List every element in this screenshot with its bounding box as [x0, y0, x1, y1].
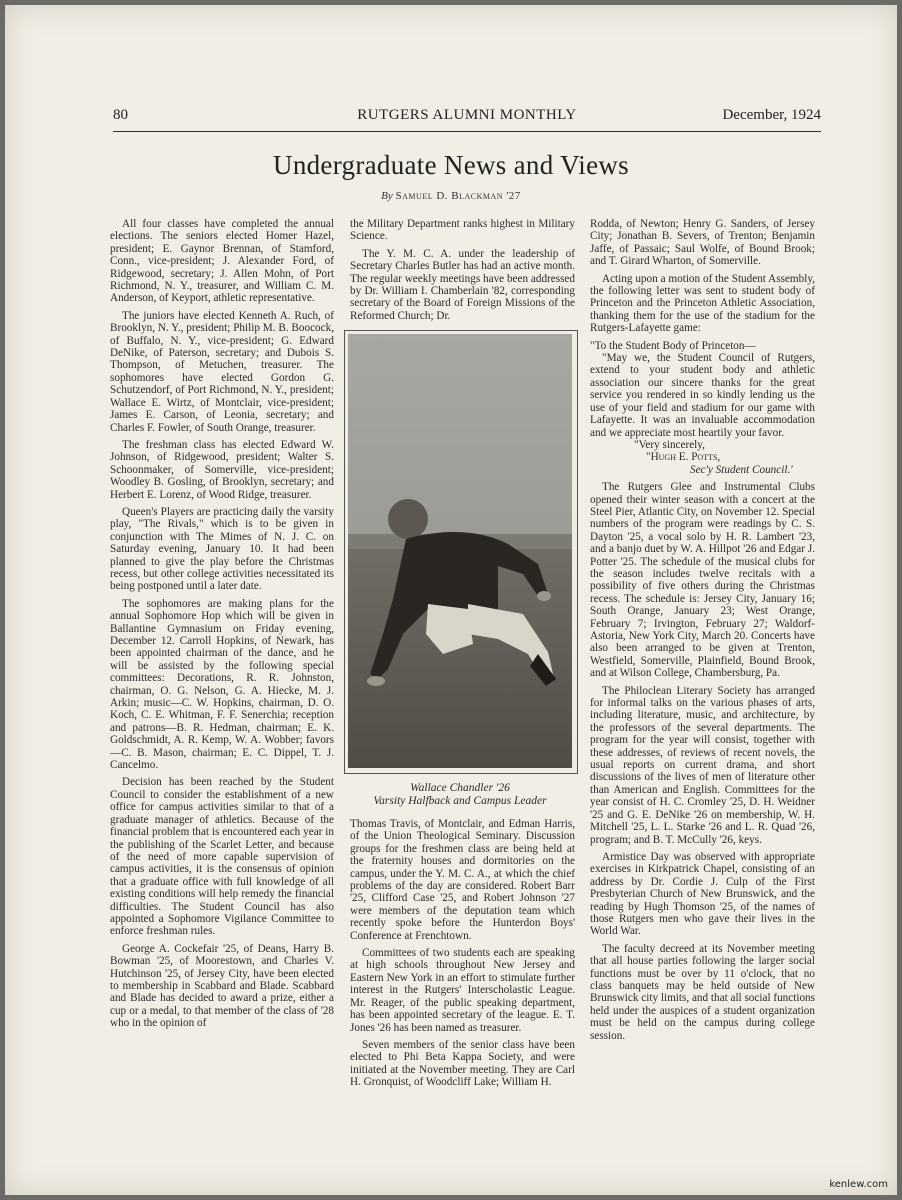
- photo-caption: [344, 782, 576, 808]
- paragraph: Armistice Day was observed with appropriate exercises in Kirkpatrick Chapel, consisting of an address by Dr. Cordie J. Culp of the First Presbyterian Church of New Brunswick, and the reading by Hugh Thomson '25, of the names of those Rutgers men who gave their lives in the World War.: [590, 850, 815, 938]
- publication-title: RUTGERS ALUMNI MONTHLY: [357, 107, 577, 123]
- paragraph: Acting upon a motion of the Student Assembly, the following letter was sent to student body of Princeton and the Princeton Athletic Association, thanking them for the use of the stadium for the Rutgers-Lafayette game:: [590, 272, 815, 335]
- byline-prefix: By: [381, 190, 393, 202]
- photo-illustration: [348, 334, 572, 768]
- letter-salutation: "To the Student Body of Princeton—: [590, 339, 756, 352]
- watermark: kenlew.com: [829, 1179, 888, 1190]
- running-header: [113, 105, 821, 132]
- byline: [0, 190, 902, 202]
- letter-body: "May we, the Student Council of Rutgers, extend to your student body and athletic association our sincere thanks for the great service you rendered in so kindly lending us the use of your field and stadium for our game with Lafayette. It was an invaluable accommodation and we appreciate most heartily your favor.: [590, 352, 815, 439]
- paragraph: The sophomores are making plans for the annual Sophomore Hop which will be given in Ballantine Gymnasium on Friday evening, December 12. Carroll Hopkins, of Newark, has been appointed chairman of the dance, and he will be assisted by the following special committees: Decorations, R. R. Johnston, chairman, O. G. Nelson, G. A. Hiecke, M. J. Arkin; music—C. W. Hopkins, chairman, D. O. Koch, C. E. Whitman, F. F. Senerchia; reception and patrons—B. R. Hedman, chairman; E. K. Goldschmidt, A. R. Kemp, W. A. Wobber; favors—C. B. Mason, chairman; E. C. Dippel, T. J. Cancelmo.: [110, 597, 334, 772]
- column-2-bottom: [350, 818, 575, 1094]
- paragraph: Rodda, of Newton; Henry G. Sanders, of Jersey City; Jonathan B. Severs, of Trenton; Benjamin Jaffe, of Passaic; Saul Wolfe, of Bound Brook; and T. Girard Wharton, of Somerville.: [590, 218, 815, 268]
- page-number: 80: [113, 107, 128, 123]
- paragraph: The Philoclean Literary Society has arranged for informal talks on the various phases of arts, including literature, music, and architecture, by the professors of the several departments. The program for the year will consist, together with these addresses, of reviews of recent novels, the usual reports on current drama, and short discussions of the lives of men of literature other than American and English. Committees for the year consist of H. C. Cromley '25, D. H. Weidner '25 and G. E. DeNike '26 on membership, W. H. Mitchell '25, L. L. Starke '26 and L. R. Quad '26, program; and B. T. McCully '26, keys.: [590, 684, 815, 846]
- paragraph: Seven members of the senior class have been elected to Phi Beta Kappa Society, and were initiated at the November meeting. They are Carl H. Gronquist, of Woodcliff Lake; William H.: [350, 1038, 575, 1089]
- letter-signer-title: Sec'y Student Council.': [690, 463, 793, 476]
- column-3: [590, 218, 815, 1047]
- paragraph: Decision has been reached by the Student Council to consider the establishment of a new office for campus activities similar to that of a graduate manager of athletics. Because of the financial problem that is encountered each year in the publishing of the Scarlet Letter, and because of the need of more capable supervision of campus activities, it is the consensus of opinion that a graduate office with full knowledge of all existing conditions will help remedy the financial difficulties. The Student Council has also appointed a Sophomore Vigilance Committee to enforce freshman rules.: [110, 776, 334, 938]
- paragraph: Queen's Players are practicing daily the varsity play, "The Rivals," which is to be given in conjunction with The Mimes of N. J. C. on Saturday evening, January 10. It had been planned to give the play before the Christmas recess, but other college activities necessitated its being postponed until a later date.: [110, 505, 334, 593]
- paragraph: Thomas Travis, of Montclair, and Edman Harris, of the Union Theological Seminary. Discussion groups for the freshmen class are being held at the fraternity houses and dormitories on the campus, under the Y. M. C. A., at which the chief problems of the day are considered. Robert Barr '25, Clifford Case '25, and Robert Johnson '27 were members of the deputation team which recently spoke before the Hunterdon Boys' Conference at Frenchtown.: [350, 818, 575, 942]
- letter-signer: "Hugh E. Potts,: [646, 451, 721, 464]
- author-name: Samuel D. Blackman '27: [395, 190, 521, 202]
- paragraph: The juniors have elected Kenneth A. Ruch, of Brooklyn, N. Y., president; Philip M. B. Boocock, of Buffalo, N. Y., vice-president; G. Edward DeNike, of Paterson, secretary; and Dubois S. Thompson, of Metuchen, treasurer. The sophomores have elected Gordon G. Schutzendorf, of Port Richmond, N. Y., president; Wallace E. Wirtz, of Montclair, vice-president; James E. Carson, of Leonia, secretary; and Charles F. Fowler, of South Orange, treasurer.: [110, 309, 334, 434]
- paragraph: Committees of two students each are speaking at high schools throughout New Jersey and Eastern New York in an effort to stimulate further interest in the Rutgers' Interscholastic League. Mr. Reager, of the public speaking department, has been appointed secretary of the league. E. T. Jones '26 has been named as treasurer.: [350, 947, 575, 1034]
- column-2-top: [350, 218, 575, 327]
- caption-name: Wallace Chandler '26: [410, 782, 510, 794]
- paragraph: The freshman class has elected Edward W. Johnson, of Ridgewood, president; Walter S. Schoonmaker, of Somerville, vice-president; Woodley B. Gosling, of Brooklyn, secretary; and Herbert E. Lorenz, of Wood Ridge, treasurer.: [110, 438, 334, 501]
- issue-date: December, 1924: [722, 107, 821, 123]
- caption-description: Varsity Halfback and Campus Leader: [373, 795, 547, 807]
- football-player-photo: [348, 334, 572, 768]
- paragraph: The Y. M. C. A. under the leadership of Secretary Charles Butler has had an active month. The regular weekly meetings have been addressed by Dr. William I. Chamberlain '82, corresponding secretary of the Board of Foreign Missions of the Reformed Church; Dr.: [350, 247, 575, 322]
- letter-closing: "Very sincerely,: [634, 438, 705, 451]
- column-1: [110, 218, 334, 1035]
- paragraph: The faculty decreed at its November meeting that all house parties following the larger social functions must be over by 11 o'clock, that no class banquets may be held outside of New Brunswick city limits, and that all social functions held under the auspices of a student organization must be held on the campus during college session.: [590, 942, 815, 1042]
- article-title: Undergraduate News and Views: [273, 150, 629, 180]
- paragraph: The Rutgers Glee and Instrumental Clubs opened their winter season with a concert at the Steel Pier, Atlantic City, on November 12. Special numbers of the program were readings by C. S. Dayton '25, a vocal solo by H. R. Lambert '23, and a banjo duet by W. A. Hillpot '26 and Edgar J. Potter '25. The schedule of the musical clubs for the season includes twelve recitals with a possibility of five others during the Christmas recess. The schedule is: Jersey City, January 16; South Orange, January 23; West Orange, February 7; Irvington, February 27; Waldorf-Astoria, New York City, March 20. Concerts have also been arranged to be given at Trenton, Westfield, Somerville, Plainfield, Bound Brook, and at Wilson College, Chambersburg, Pa.: [590, 481, 815, 680]
- paragraph: George A. Cockefair '25, of Deans, Harry B. Bowman '25, of Moorestown, and Charles V. Hutchinson '25, of Jersey City, have been elected to membership in Scabbard and Blade. Scabbard and Blade has decided to award a prize, either a cup or a medal, to that member of the class of '28 who in the opinion of: [110, 942, 334, 1030]
- paragraph: the Military Department ranks highest in Military Science.: [350, 218, 575, 243]
- photo-frame: [344, 330, 578, 774]
- paragraph: All four classes have completed the annual elections. The seniors elected Homer Hazel, president; E. Gaynor Brennan, of Stamford, Conn., vice-president; J. Alexander Ford, of Ridgewood, secretary; J. Allen Mohn, of Port Richmond, N. Y., treasurer, and William C. M. Anderson, of Keyport, athletic representative.: [110, 218, 334, 305]
